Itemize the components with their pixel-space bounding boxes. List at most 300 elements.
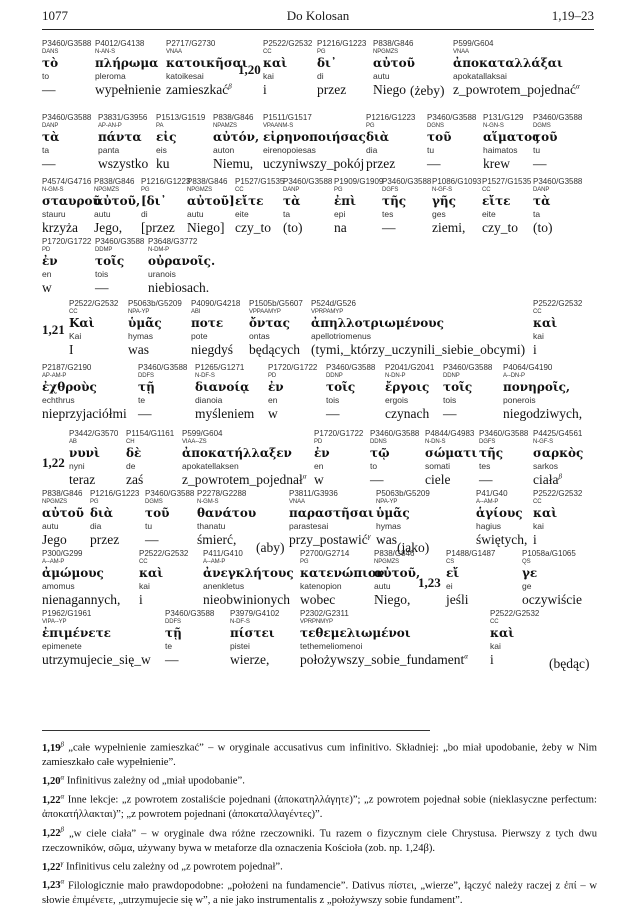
strong-code: P1511/G1517	[263, 113, 312, 122]
transliteration: amomus	[42, 581, 75, 591]
footnote-marker[interactable]: β	[558, 472, 562, 481]
polish-translation: —	[382, 220, 396, 235]
morphology-code: DGNS	[427, 123, 444, 129]
interlinear-word	[139, 550, 188, 609]
morphology-code: PD	[268, 373, 277, 379]
greek-word: πονηροῖς,	[503, 380, 571, 394]
morphology-code: VNAA	[453, 49, 469, 55]
interlinear-word	[197, 490, 256, 549]
polish-translation: i	[490, 652, 494, 667]
page-header	[42, 8, 594, 30]
polish-translation: teraz	[69, 472, 96, 487]
interlinear-word	[187, 178, 235, 237]
transliteration: ge	[522, 581, 532, 591]
interlinear-word	[213, 114, 259, 173]
polish-translation: (to)	[533, 220, 553, 235]
interlinear-word	[263, 114, 366, 173]
polish-translation: niegodziwych,	[503, 406, 583, 421]
polish-translation: przez	[366, 156, 396, 171]
interlinear-word	[503, 364, 582, 423]
strong-code: P599/G604	[182, 429, 223, 438]
transliteration: di	[317, 71, 324, 81]
strong-code: P1527/G1535	[235, 177, 285, 186]
strong-code: P2700/G2714	[300, 549, 350, 558]
polish-translation: niebiosach.	[148, 280, 210, 295]
transliteration: tu	[427, 145, 435, 155]
polish-translation: uczyniwszy_pokój	[263, 156, 365, 171]
morphology-code: PD	[42, 247, 51, 253]
strong-code: P838/G846	[373, 39, 414, 48]
strong-code: P1720/G1722	[314, 429, 364, 438]
polish-translation: w	[268, 406, 278, 421]
interlinear-word	[128, 300, 182, 359]
transliteration: autu	[374, 581, 391, 591]
interlinear-word	[370, 430, 419, 489]
polish-translation: ku	[156, 156, 170, 171]
transliteration: ta	[533, 209, 541, 219]
interlinear-word	[42, 114, 91, 173]
polish-translation: wypełnienie	[95, 82, 161, 97]
morphology-code: DGFS	[479, 439, 496, 445]
strong-code: P2187/G2190	[42, 363, 92, 372]
interlinear-word	[94, 178, 140, 237]
greek-word: σώματι	[425, 446, 478, 460]
morphology-code: PG	[141, 187, 150, 193]
interlinear-word	[98, 114, 148, 173]
morphology-code: DGFS	[382, 187, 399, 193]
morphology-code: N-GM-S	[197, 499, 219, 505]
supplied-word: (będąc)	[549, 656, 590, 671]
footnote-marker[interactable]: γ	[367, 532, 371, 541]
book-title: Do Kolosan	[286, 8, 350, 23]
greek-word: νυνὶ	[69, 446, 100, 460]
interlinear-word	[483, 114, 539, 173]
interlinear-word	[95, 40, 161, 99]
transliteration: katoikesai	[166, 71, 204, 81]
polish-translation: przy_postawić$^\gamma$	[289, 532, 371, 547]
greek-word: τῆς	[382, 194, 407, 208]
transliteration: tethemeliomenoi	[300, 641, 363, 651]
verse-number: 1,22	[42, 455, 65, 470]
interlinear-word	[69, 430, 118, 489]
transliteration: te	[165, 641, 173, 651]
transliteration: sarkos	[533, 461, 559, 471]
polish-translation: będących	[249, 342, 300, 357]
interlinear-word	[314, 430, 363, 489]
interlinear-word	[427, 114, 476, 173]
transliteration: to	[42, 71, 50, 81]
polish-translation: nieobwinionych	[203, 592, 290, 607]
morphology-code: CC	[69, 309, 78, 315]
footnote-reference: $1,22^\alpha$	[42, 792, 65, 806]
strong-code: P2041/G2041	[385, 363, 435, 372]
verse-number: 1,21	[42, 322, 65, 337]
supplied-word: (jako)	[397, 540, 430, 555]
morphology-code: DANP	[283, 187, 300, 193]
transliteration: ta	[283, 209, 291, 219]
transliteration: eis	[156, 145, 167, 155]
interlinear-word	[446, 550, 495, 609]
morphology-code: ABI	[191, 309, 201, 315]
polish-translation: i	[263, 82, 267, 97]
greek-word: γε	[522, 566, 538, 580]
strong-code: P3460/G3588	[283, 177, 333, 186]
greek-word: δι᾽	[317, 56, 337, 70]
interlinear-word	[479, 430, 528, 489]
transliteration: pleroma	[95, 71, 126, 81]
polish-translation: Niego,	[374, 592, 411, 607]
transliteration: en	[314, 461, 324, 471]
polish-translation: ciała$^\beta$	[533, 472, 562, 487]
transliteration: hagius	[476, 521, 502, 531]
transliteration: te	[138, 395, 146, 405]
interlinear-word	[156, 114, 205, 173]
polish-translation: —	[370, 472, 384, 487]
morphology-code: CS	[446, 559, 455, 565]
morphology-code: DDNS	[370, 439, 387, 445]
polish-translation: —	[427, 156, 441, 171]
greek-word: ἀμώμους	[42, 566, 104, 580]
strong-code: P838/G846	[374, 549, 415, 558]
morphology-code: DGMS	[533, 123, 551, 129]
morphology-code: DDFS	[138, 373, 154, 379]
greek-word: ἐπὶ	[334, 194, 356, 208]
greek-word: τοῦ	[427, 130, 452, 144]
polish-translation: czy_to	[235, 220, 271, 235]
interlinear-word	[283, 178, 332, 237]
greek-word: καὶ	[490, 626, 515, 640]
strong-code: P41/G40	[476, 489, 508, 498]
interlinear-word	[382, 178, 431, 237]
polish-translation: I	[69, 342, 74, 357]
transliteration: tu	[533, 145, 541, 155]
transliteration: tois	[95, 269, 109, 279]
interlinear-word	[490, 610, 539, 669]
transliteration: auton	[213, 145, 235, 155]
supplied-word: (żeby)	[410, 83, 445, 98]
chapter-verse-range: 1,19–23	[551, 8, 594, 23]
interlinear-word	[42, 364, 127, 423]
interlinear-word	[374, 550, 420, 609]
polish-translation: (to)	[283, 220, 303, 235]
transliteration: ponerois	[503, 395, 536, 405]
transliteration: katenopion	[300, 581, 342, 591]
greek-word: οὐρανοῖς.	[148, 254, 216, 268]
greek-word: καὶ	[533, 506, 558, 520]
interlinear-word	[366, 114, 415, 173]
interlinear-word	[311, 300, 525, 359]
strong-code: P4090/G4218	[191, 299, 241, 308]
greek-word: ἀνεγκλήτους	[203, 566, 294, 580]
transliteration: somati	[425, 461, 451, 471]
interlinear-word	[182, 430, 306, 489]
transliteration: kai	[533, 521, 544, 531]
footnote-text: Infinitivus celu zależny od „z powrotem pojednał”.	[63, 861, 283, 873]
polish-translation: —	[138, 406, 152, 421]
polish-translation: i	[533, 342, 537, 357]
morphology-code: PD	[314, 439, 323, 445]
polish-translation: myśleniem	[195, 406, 255, 421]
greek-word: τῇ	[138, 380, 155, 394]
polish-translation: i	[533, 532, 537, 547]
footnote	[42, 856, 597, 875]
morphology-code: N-DF-S	[195, 373, 215, 379]
transliteration: hymas	[376, 521, 402, 531]
morphology-code: A--AM-P	[203, 559, 226, 565]
morphology-code: DDFS	[165, 619, 181, 625]
morphology-code: N-GF-S	[432, 187, 453, 193]
transliteration: epi	[334, 209, 346, 219]
polish-translation: wierze,	[230, 652, 270, 667]
interlinear-word	[300, 610, 468, 669]
transliteration: kai	[263, 71, 274, 81]
interlinear-word	[476, 490, 527, 549]
strong-code: P1962/G1961	[42, 609, 92, 618]
strong-code: P3460/G3588	[145, 489, 195, 498]
footnote-marker[interactable]: β	[228, 82, 232, 91]
greek-word: αὐτοῦ,	[374, 566, 421, 580]
transliteration: stauru	[42, 209, 66, 219]
greek-word: τῆς	[479, 446, 504, 460]
greek-word: αἵματος	[483, 130, 540, 144]
strong-code: P3831/G3956	[98, 113, 148, 122]
footnote-reference: $1,23^\alpha$	[42, 877, 65, 892]
polish-translation: z_powrotem_pojednał$^\alpha$	[182, 472, 307, 487]
polish-translation: —	[95, 280, 109, 295]
strong-code: P3460/G3588	[165, 609, 215, 618]
morphology-code: N-GM-S	[42, 187, 64, 193]
greek-word: αὐτοῦ,	[94, 194, 141, 208]
morphology-code: NPGMZS	[373, 49, 399, 55]
morphology-code: DANS	[42, 49, 59, 55]
interlinear-word	[42, 610, 151, 669]
greek-word: Καὶ	[69, 316, 95, 330]
polish-translation: krzyża	[42, 220, 78, 235]
interlinear-word	[522, 550, 582, 609]
morphology-code: DANP	[42, 123, 59, 129]
strong-code: P3460/G3588	[42, 113, 92, 122]
interlinear-word	[126, 430, 174, 489]
transliteration: eite	[482, 209, 496, 219]
strong-code: P4064/G4190	[503, 363, 553, 372]
transliteration: dianoia	[195, 395, 223, 405]
strong-code: P1265/G1271	[195, 363, 245, 372]
interlinear-word	[235, 178, 284, 237]
supplied-word: (aby)	[256, 540, 285, 555]
morphology-code: DDMP	[95, 247, 113, 253]
polish-translation: —	[42, 156, 56, 171]
interlinear-word	[69, 300, 118, 359]
transliteration: ges	[432, 209, 446, 219]
greek-word: τὰ	[533, 194, 551, 208]
greek-word: εἰς	[156, 130, 177, 144]
greek-word: ὄντας	[249, 316, 290, 330]
transliteration: tes	[382, 209, 394, 219]
strong-code: P1216/G1223	[141, 177, 191, 186]
footnotes	[42, 737, 597, 908]
polish-translation: na	[334, 220, 347, 235]
greek-word: τοῦ	[533, 130, 558, 144]
polish-translation: zamieszkać$^\beta$	[166, 82, 232, 97]
morphology-code: VPPAAMYP	[249, 309, 281, 315]
strong-code: P1216/G1223	[317, 39, 367, 48]
morphology-code: CC	[533, 499, 542, 505]
verse-number: 1,20	[238, 62, 261, 77]
transliteration: hymas	[128, 331, 154, 341]
polish-translation: —	[479, 472, 493, 487]
greek-word: τοῦ	[145, 506, 170, 520]
greek-word: καὶ	[533, 316, 558, 330]
morphology-code: AP-AN-P	[98, 123, 122, 129]
strong-code: P1086/G1093	[432, 177, 482, 186]
strong-code: P2522/G2532	[533, 299, 583, 308]
greek-word: τὰ	[42, 130, 60, 144]
morphology-code: NPGMZS	[374, 559, 400, 565]
polish-translation: was	[376, 532, 397, 547]
strong-code: P1154/G1161	[126, 429, 175, 438]
greek-word: ἐν	[268, 380, 284, 394]
strong-code: P4425/G4561	[533, 429, 583, 438]
footnote-text: Infinitivus zależny od „miał upodobanie”.	[64, 775, 245, 787]
morphology-code: DANP	[533, 187, 550, 193]
interlinear-word	[432, 178, 481, 237]
polish-translation: Jego,	[94, 220, 123, 235]
transliteration: tois	[443, 395, 457, 405]
footnote-reference: $1,22^\beta$	[42, 825, 65, 840]
morphology-code: QS	[522, 559, 531, 565]
transliteration: tes	[479, 461, 491, 471]
greek-word: ἀποκαταλλάξαι	[453, 56, 563, 70]
polish-translation: niegdyś	[191, 342, 233, 357]
transliteration: thanatu	[197, 521, 226, 531]
strong-code: P524d/G526	[311, 299, 356, 308]
polish-translation: oczywiście	[522, 592, 582, 607]
greek-word: [δι᾽	[141, 194, 167, 208]
morphology-code: A--AM-P	[476, 499, 499, 505]
transliteration: autu	[187, 209, 204, 219]
greek-word: καὶ	[139, 566, 164, 580]
strong-code: P3460/G3588	[533, 177, 583, 186]
morphology-code: NPGMZS	[42, 499, 68, 505]
polish-translation: śmierć,	[197, 532, 237, 547]
greek-word: πίστει	[230, 626, 275, 640]
strong-code: P2278/G2288	[197, 489, 247, 498]
interlinear-word	[300, 550, 384, 609]
morphology-code: CC	[235, 187, 244, 193]
footnote-text: „w ciele ciała” – w oryginale dwa różne rzeczowniki. Tu razem o fizycznym ciele Chrystusa. Pierwszy z tych dwu rzeczowników, σῶμα, używany bywa w metaforze dla oznaczenia Kościoła (zob. np. 1,24β).	[42, 828, 597, 854]
polish-translation: —	[533, 156, 547, 171]
transliteration: to	[370, 461, 378, 471]
polish-translation: —	[165, 652, 179, 667]
morphology-code: N-DM-P	[148, 247, 170, 253]
strong-code: P3460/G3588	[138, 363, 188, 372]
strong-code: P1720/G1722	[42, 237, 92, 246]
transliteration: uranois	[148, 269, 176, 279]
polish-translation: wszystko	[98, 156, 149, 171]
morphology-code: VIPA--YP	[42, 619, 67, 625]
polish-translation: —	[326, 406, 340, 421]
greek-word: τὰ	[283, 194, 301, 208]
interlinear-word	[42, 490, 84, 549]
strong-code: P3979/G4102	[230, 609, 280, 618]
strong-code: P3460/G3588	[326, 363, 376, 372]
footnote-marker[interactable]: α	[464, 652, 468, 661]
strong-code: P2522/G2532	[139, 549, 189, 558]
interlinear-word	[326, 364, 375, 423]
morphology-code: A--DN-P	[503, 373, 525, 379]
footnote-reference: $1,20^\alpha$	[42, 773, 65, 787]
interlinear-word	[145, 490, 194, 549]
greek-word: δὲ	[126, 446, 142, 460]
transliteration: kai	[139, 581, 150, 591]
greek-word: τὸ	[42, 56, 59, 70]
polish-translation: —	[145, 532, 159, 547]
polish-translation: —	[42, 82, 56, 97]
strong-code: P3460/G3588	[479, 429, 529, 438]
interlinear-word	[425, 430, 477, 489]
transliteration: kai	[490, 641, 501, 651]
transliteration: ergois	[385, 395, 409, 405]
footnote-text: Filologicznie mało prawdopodobne: „położeni na fundamencie”. Dativus πίστει, „wierze”, łączyć należy raczej z ἐπί – w słowie ἐπιμένετε, „utrzymujecie się w”, a nie jako instrumentalis z „położywszy sobie fundament”.	[42, 880, 597, 906]
polish-translation: [przez	[141, 220, 175, 235]
polish-translation: nieprzyjaciółmi	[42, 406, 127, 421]
greek-word: τοῖς	[443, 380, 473, 394]
transliteration: de	[126, 461, 136, 471]
interlinear-word	[373, 40, 415, 99]
morphology-code: NPA-YP	[376, 499, 398, 505]
greek-word: τοῖς	[326, 380, 356, 394]
polish-translation: przez	[317, 82, 347, 97]
polish-translation: was	[128, 342, 149, 357]
footnote-reference: $1,19^\beta$	[42, 740, 65, 754]
strong-code: P3460/G3588	[370, 429, 420, 438]
greek-word: πάντα	[98, 130, 142, 144]
transliteration: autu	[42, 521, 59, 531]
morphology-code: N-GF-S	[533, 439, 554, 445]
greek-word: ἀπηλλοτριωμένους	[311, 316, 444, 330]
morphology-code: NPAMZS	[213, 123, 237, 129]
transliteration: dia	[366, 145, 378, 155]
greek-word: αὐτόν,	[213, 130, 260, 144]
polish-translation: świętych,	[476, 532, 528, 547]
transliteration: haimatos	[483, 145, 518, 155]
morphology-code: N-DN-S	[425, 439, 446, 445]
footnote	[42, 770, 597, 789]
page-number: 1077	[42, 8, 68, 23]
morphology-code: PA	[156, 123, 164, 129]
polish-translation: przez	[90, 532, 120, 547]
strong-code: P838/G846	[213, 113, 254, 122]
footnote	[42, 823, 597, 856]
interlinear-word	[138, 364, 187, 423]
morphology-code: NPGMZS	[94, 187, 120, 193]
verse-number: 1,23	[418, 575, 441, 590]
strong-code: P2302/G2311	[300, 609, 349, 618]
greek-word: εἰρηνοποιήσας	[263, 130, 366, 144]
transliteration: pistei	[230, 641, 250, 651]
footnote-marker[interactable]: α	[302, 472, 307, 481]
polish-translation: nienagannych,	[42, 592, 121, 607]
morphology-code: NPA-YP	[128, 309, 150, 315]
greek-word: ἐν	[314, 446, 330, 460]
footnote-marker[interactable]: α	[575, 82, 580, 91]
interlinear-word	[165, 610, 214, 669]
morphology-code: PG	[317, 49, 326, 55]
morphology-code: N-DF-S	[230, 619, 250, 625]
footnote	[42, 875, 597, 908]
strong-code: P3811/G3936	[289, 489, 338, 498]
transliteration: ontas	[249, 331, 270, 341]
